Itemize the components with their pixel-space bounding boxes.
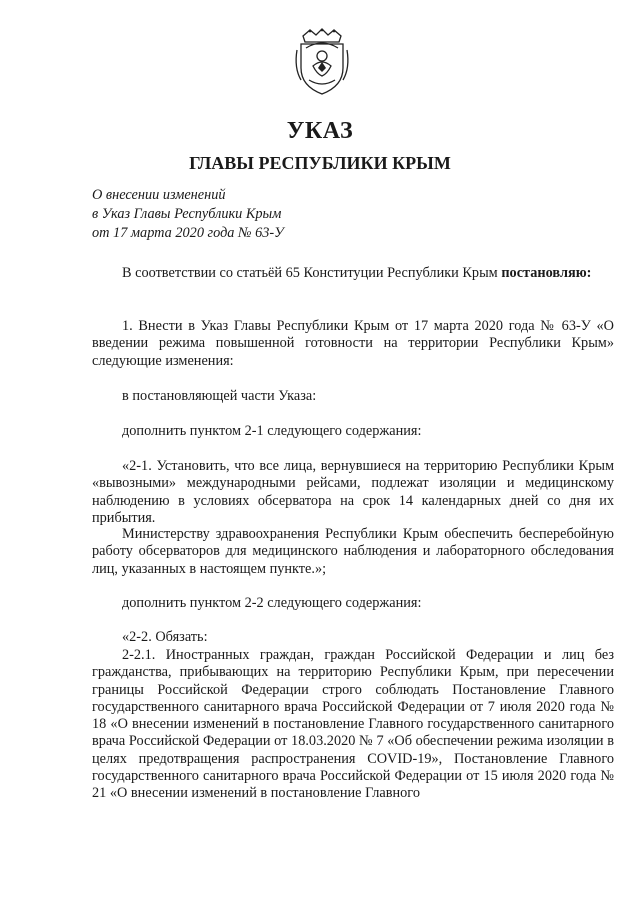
coat-of-arms-icon [293,28,351,98]
paragraph-2-1: «2-1. Установить, что все лица, вернувшиеся на территорию Республики Крым «вывозными» международными рейсами, подлежат изоляции и медицинскому наблюдению в условиях обсерватора на срок 14 календарных дней со дня их прибытия. [92,458,614,526]
subject-line: О внесении изменений [92,187,226,203]
document-title: УКАЗ [286,118,354,144]
preamble-decree: постановляю: [501,265,592,281]
preamble-text: В соответствии со статьёй 65 Конституции Республики Крым [122,265,498,281]
paragraph-2-1-ministry: Министерству здравоохранения Республики Крым обеспечить бесперебойную работу обсерваторов для медицинского наблюдения и лабораторного обследования лиц, указанных в настоящем пункте.»; [92,526,614,577]
subject-line: от 17 марта 2020 года № 63-У [92,225,284,241]
subject-line: в Указ Главы Республики Крым [92,206,282,222]
paragraph-add-2-2: дополнить пунктом 2-2 следующего содержания: [122,595,422,611]
document-subject [92,186,284,243]
document-subtitle: ГЛАВЫ РЕСПУБЛИКИ КРЫМ [189,153,451,173]
paragraph-item-1: 1. Внести в Указ Главы Республики Крым от 17 марта 2020 года № 63-У «О введении режима повышенной готовности на территории Республики Крым» следующие изменения: [92,318,614,369]
paragraph-2-2: «2-2. Обязать: [122,629,208,645]
paragraph-operative-part: в постановляющей части Указа: [122,388,317,404]
paragraph-add-2-1: дополнить пунктом 2-1 следующего содержания: [122,423,422,439]
paragraph-2-2-1: 2-2.1. Иностранных граждан, граждан Российской Федерации и лиц без гражданства, прибывающих на территорию Республики Крым, при пересечении границы Российской Федерации строго соблюдать Постановление Главного государственного санитарного врача Российской Федерации от 7 июля 2020 года № 18 «О внесении изменений в постановление Главного государственного санитарного врача Российской Федерации от 18.03.2020 № 7 «Об обеспечении режима изоляции в целях предотвращения распространения COVID-19», Постановление Главного государственного санитарного врача Российской Федерации от 15 июля 2020 года № 21 «О внесении изменений в постановление Главного [92,647,614,802]
preamble [92,265,614,282]
